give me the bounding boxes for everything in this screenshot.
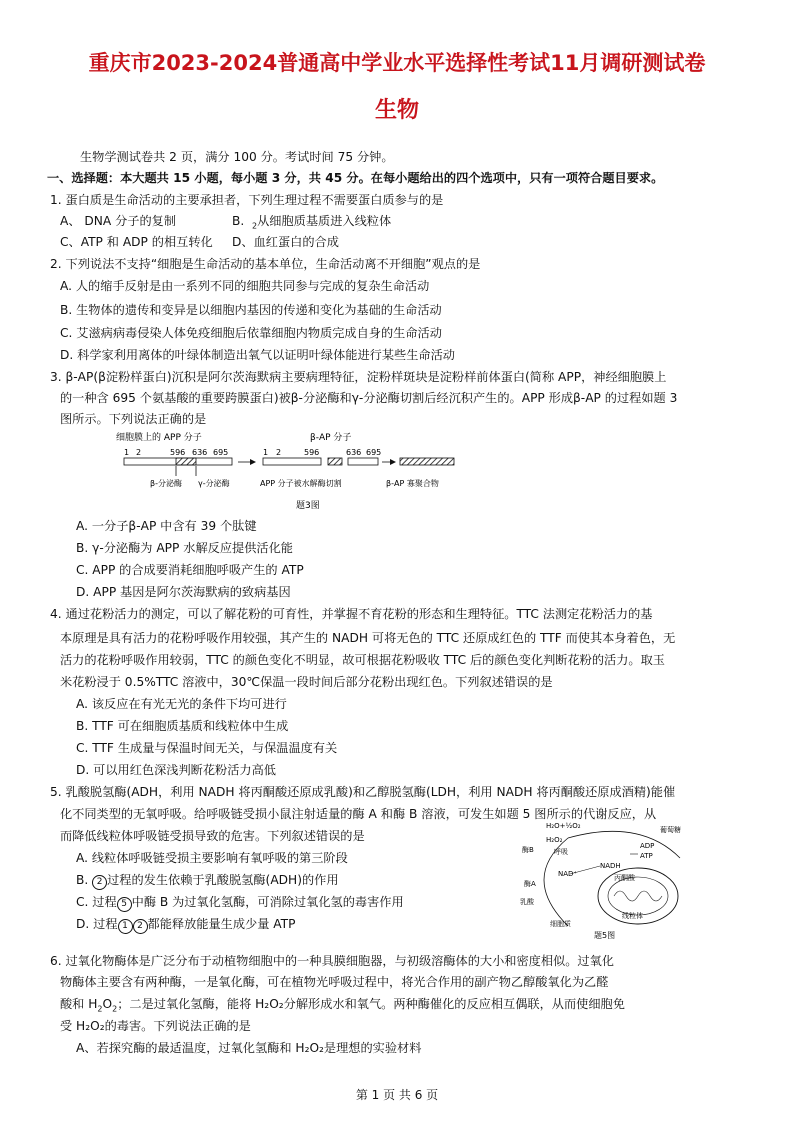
q3-line-1: 3. β-AP(β淀粉样蛋白)沉积是阿尔茨海默病主要病理特征，淀粉样斑块是淀粉样前体蛋白(简称 APP，神经细胞膜上 [50,370,667,384]
fig3-cut-label: APP 分子被水解酶切割 [260,479,342,488]
svg-text:线粒体: 线粒体 [622,912,643,920]
q3-option-a: A. 一分子β-AP 中含有 39 个肽键 [76,519,257,533]
q3-option-c: C. APP 的合成要消耗细胞呼吸产生的 ATP [76,563,304,577]
svg-text:乳酸: 乳酸 [520,898,534,906]
q6-line-2: 物酶体主要含有两种酶，一是氧化酶，可在植物光呼吸过程中，将光合作用的副产物乙醇酸氧化为乙醛 [60,975,609,989]
svg-text:1: 1 [124,448,130,457]
svg-text:2: 2 [136,448,142,457]
q4-line-4: 米花粉浸于 0.5%TTC 溶液中，30℃保温一段时间后部分花粉出现红色。下列叙述错误的是 [60,675,553,689]
svg-text:H₂O+½O₂: H₂O+½O₂ [546,822,581,830]
svg-text:ATP: ATP [640,852,653,860]
svg-text:细胞质: 细胞质 [550,920,571,928]
svg-text:酶B: 酶B [522,846,534,854]
section-heading: 一、选择题：本大题共 15 小题，每小题 3 分，共 45 分。在每小题给出的四个选项中，只有一项符合题目要求。 [47,171,664,185]
q4-option-d: D. 可以用红色深浅判断花粉活力高低 [76,763,276,777]
svg-text:ADP: ADP [640,842,655,850]
fig3-beta-secretase: β-分泌酶 [150,479,182,488]
q2-option-b: B. 生物体的遗传和变异是以细胞内基因的传递和变化为基础的生命活动 [60,303,442,317]
exam-title: 重庆市2023-2024普通高中学业水平选择性考试11月调研测试卷 [88,51,706,75]
q5-figure [510,818,700,944]
q2-option-c: C. 艾滋病病毒侵染人体免疫细胞后依靠细胞内物质完成自身的生命活动 [60,326,442,340]
q4-line-3: 活力的花粉呼吸作用较弱，TTC 的颜色变化不明显，故可根据花粉吸收 TTC 后的颜色变化判断花粉的活力。取玉 [60,653,665,667]
svg-text:636: 636 [192,448,208,457]
q3-option-d: D. APP 基因是阿尔茨海默病的致病基因 [76,585,291,599]
svg-text:呼吸: 呼吸 [554,848,568,856]
svg-text:596: 596 [304,448,320,457]
q1-option-b: B. $_2$从细胞质基质进入线粒体 [232,214,392,231]
svg-text:酶A: 酶A [524,880,536,888]
page-footer: 第 1 页 共 6 页 [355,1088,439,1102]
svg-text:596: 596 [170,448,186,457]
q2-option-a: A. 人的缩手反射是由一系列不同的细胞共同参与完成的复杂生命活动 [60,279,430,293]
svg-text:NAD⁺: NAD⁺ [558,870,578,878]
svg-text:636: 636 [346,448,362,457]
q6-line-3: 酸和 $H_2O_2$；二是过氧化氢酶，能将 H₂O₂分解形成水和氧气。两种酶催化的反应相互偶联，从而使细胞免 [60,997,625,1014]
q5-option-a: A. 线粒体呼吸链受损主要影响有氧呼吸的第三阶段 [76,851,348,865]
q4-line-1: 4. 通过花粉活力的测定，可以了解花粉的可育性，并掌握不育花粉的形态和生理特征。TTC 法测定花粉活力的基 [50,607,653,621]
fig3-gamma-secretase: γ-分泌酶 [198,479,230,488]
q1-stem: 1. 蛋白质是生命活动的主要承担者，下列生理过程不需要蛋白质参与的是 [50,193,444,207]
fig3-caption: 题3图 [296,501,320,511]
intro-text: 生物学测试卷共 2 页，满分 100 分。考试时间 75 分钟。 [80,150,394,164]
q6-line-1: 6. 过氧化物酶体是广泛分布于动植物细胞中的一种具膜细胞器，与初级溶酶体的大小和密度相似。过氧化 [50,954,614,968]
q2-option-d: D. 科学家利用离体的叶绿体制造出氧气以证明叶绿体能进行某些生命活动 [60,348,455,362]
q5-option-d: D. 过程 1 2 都能释放能量生成少量 ATP [76,916,295,934]
q1-option-a: A、 DNA 分子的复制 [60,214,177,228]
svg-text:2: 2 [276,448,282,457]
svg-text:H₂O₂: H₂O₂ [546,836,563,844]
q4-option-a: A. 该反应在有光无光的条件下均可进行 [76,697,287,711]
q1-option-c: C、ATP 和 ADP 的相互转化 [60,235,213,249]
svg-text:丙酮酸: 丙酮酸 [614,874,635,882]
svg-text:695: 695 [366,448,382,457]
q3-figure [110,428,490,514]
svg-text:1: 1 [263,448,269,457]
q3-line-3: 图所示。下列说法正确的是 [60,412,207,426]
fig3-oligomer [400,458,454,465]
fig3-bap-fragment [328,458,342,465]
q3-line-2: 的一种含 695 个氨基酸的重要跨膜蛋白)被β-分泌酶和γ-分泌酶切割后经沉积产生的。APP 形成β-AP 的过程如题 3 [60,391,678,405]
q3-option-b: B. γ-分泌酶为 APP 水解反应提供活化能 [76,541,293,555]
subject-title: 生物 [374,98,419,123]
svg-text:695: 695 [213,448,229,457]
q4-option-c: C. TTF 生成量与保温时间无关，与保温温度有关 [76,741,338,755]
q4-option-b: B. TTF 可在细胞质基质和线粒体中生成 [76,719,289,733]
q5-option-c: C. 过程 5 中酶 B 为过氧化氢酶，可消除过氧化氢的毒害作用 [76,894,404,912]
fig5-caption: 题5图 [594,931,616,940]
fig3-label-app: 细胞膜上的 APP 分子 [116,433,202,443]
q5-line-1: 5. 乳酸脱氢酶(ADH，利用 NADH 将丙酮酸还原成乳酸)和乙醇脱氢酶(LDH，利用 NADH 将丙酮酸还原成酒精)能催 [50,785,676,799]
fig3-agg-label: β-AP 寡聚合物 [386,479,439,488]
svg-text:葡萄糖: 葡萄糖 [660,826,681,834]
q2-stem: 2. 下列说法不支持“细胞是生命活动的基本单位，生命活动离不开细胞”观点的是 [50,257,481,271]
q5-line-2: 化不同类型的无氧呼吸。给呼吸链受损小鼠注射适量的酶 A 和酶 B 溶液，可发生如题 5 图所示的代谢反应，从 [60,807,657,821]
q5-option-b: B. 2 过程的发生依赖于乳酸脱氢酶(ADH)的作用 [76,872,339,890]
fig3-label-bap: β-AP 分子 [310,433,352,443]
q6-option-a: A、若探究酶的最适温度，过氧化氢酶和 H₂O₂是理想的实验材料 [76,1041,422,1055]
q6-line-4: 受 H₂O₂的毒害。下列说法正确的是 [60,1019,251,1033]
q1-option-d: D、血红蛋白的合成 [232,235,339,249]
svg-text:NADH: NADH [600,862,621,870]
q4-line-2: 本原理是具有活力的花粉呼吸作用较强，其产生的 NADH 可将无色的 TTC 还原成红色的 TTF 而使其本身着色，无 [60,631,676,645]
q5-line-3: 而降低线粒体呼吸链受损导致的危害。下列叙述错误的是 [60,829,365,843]
